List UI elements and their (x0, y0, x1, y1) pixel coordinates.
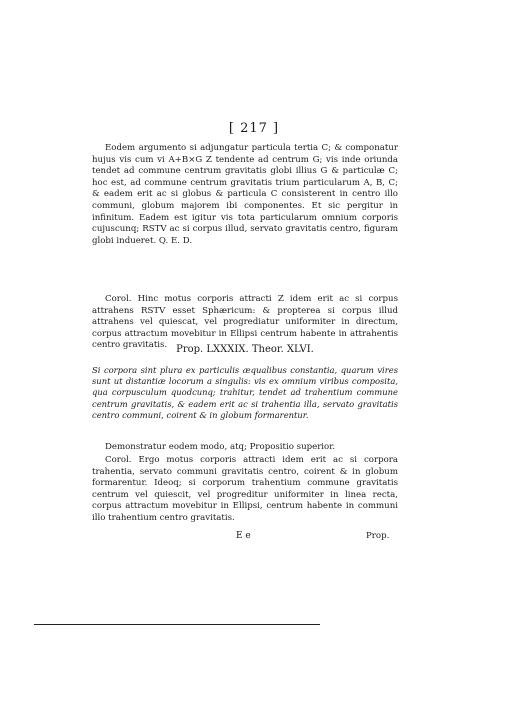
demonstration (92, 442, 398, 454)
proposition-title: Prop. LXXXIX. Theor. XLVI. (176, 344, 314, 355)
proposition-statement-text: Si corpora sint plura ex particulis æqualibus constantia, quarum vires sunt ut distantiæ locorum a singulis: vis ex omnium viribus composita, qua corpusculum quodcunq; trahitur, tendet ad trahentium commune centrum gravitatis, & eadem erit ac si trahentia illa, servato gravitatis centro communi, coirent & in globum formarentur. (92, 365, 398, 420)
footer-rule (34, 624, 320, 625)
paragraph-text: Eodem argumento si adjungatur particula tertia C; & componatur hujus vis cum vi A+B×G Z tendente ad centrum G; vis inde oriunda tendet ad commune centrum gravitatis globi illius G & particulæ C; hoc est, ad commune centrum gravitatis trium particularum A, B, C; & eadem erit ac si globus & particula C consisterent in centro illo communi, globum majorem ibi componentes. Et sic pergitur in infinitum. Eadem est igitur vis tota particularum omnium corporis cujuscunq; RSTV ac si corpus illud, servato gravitatis centro, figuram globi indueret. Q. E. D. (92, 143, 398, 246)
page-number: [ 217 ] (228, 121, 280, 136)
demonstration-text: Demonstratur eodem modo, atq; Propositio superior. (105, 442, 336, 452)
corollary-text: Corol. Hinc motus corporis attracti Z idem erit ac si corpus attrahens RSTV esset Sphæricum: & propterea si corpus illud attrahens vel quiescat, vel progrediatur uniformiter in directum, corpus attractum movebitur in Ellipsi centrum habente in attrahentis centro gravitatis. (92, 294, 398, 351)
proposition-statement (92, 365, 398, 421)
catchword: Prop. (366, 531, 390, 541)
corollary-2-text: Corol. Ergo motus corporis attracti idem erit ac si corpora trahentia, servato communi gravitatis centro, coirent & in globum formarentur. Ideoq; si corporum trahentium commune gravitatis centrum vel quiescit, vel progreditur uniformiter in linea recta, corpus attractum movebitur in Ellipsi, centrum habente in communi illo trahentium centro gravitatis. (92, 455, 398, 523)
corollary-2 (92, 455, 398, 525)
paragraph-argument (92, 143, 398, 247)
signature-mark: E e (236, 531, 251, 541)
